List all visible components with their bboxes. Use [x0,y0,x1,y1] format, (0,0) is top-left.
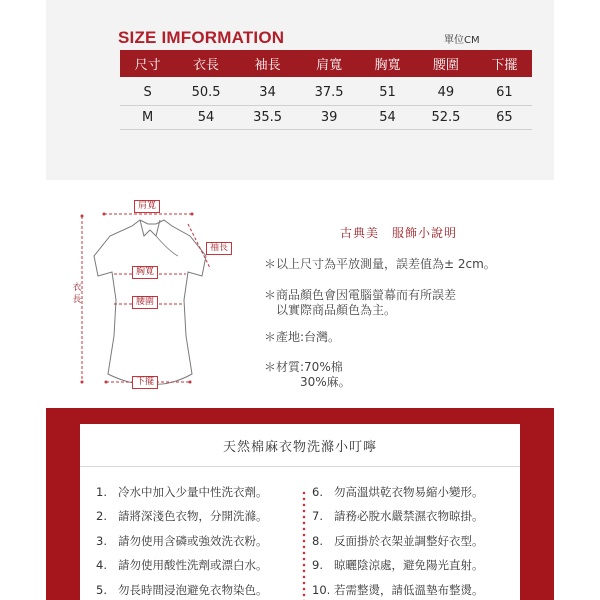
list-text: 晾曬陰涼處，避免陽光直射。 [334,558,484,573]
note-item [264,330,340,345]
table-row [120,105,532,129]
care-list-left [96,484,268,600]
table-cell: 34 [237,77,299,105]
list-text: 勿高溫烘乾衣物易縮小變形。 [334,485,484,499]
list-number: 3. [96,533,107,548]
size-table-header-row [120,50,532,77]
list-text: 請務必脫水嚴禁濕衣物晾掛。 [334,509,484,524]
note-line: ＊材質:70%棉 [264,360,343,374]
table-cell: 54 [360,105,415,129]
label-length: 衣長 [72,283,82,305]
note-line: 以實際商品顏色為主。 [264,303,397,317]
header-length: 衣長 [175,50,237,77]
header-shoulder: 肩寬 [298,50,360,77]
list-text: 勿長時間浸泡避免衣物染色。 [118,582,268,597]
list-number: 10. [312,582,331,597]
list-number: 6. [312,485,323,499]
note-line: ＊產地:台灣。 [264,330,341,344]
label-waist: 腰圍 [132,296,158,309]
list-number: 1. [96,485,107,499]
list-item [96,484,268,508]
header-size: 尺寸 [120,50,175,77]
list-number: 2. [96,509,107,524]
label-sleeve: 袖長 [206,242,232,255]
size-table [120,50,532,130]
note-line: ＊以上尺寸為平放測量，誤差值為± 2cm。 [264,257,496,271]
list-item [312,508,484,532]
list-text: 冷水中加入少量中性洗衣劑。 [118,485,268,499]
list-number: 4. [96,558,107,573]
list-item [96,533,268,557]
garment-outline [70,196,260,396]
list-item [312,533,484,557]
table-cell: 49 [415,77,477,105]
note-line: ＊商品顏色會因電腦螢幕而有所誤差 [264,288,457,302]
size-unit-label: 單位CM [444,35,480,46]
garment-diagram [70,196,260,396]
table-cell: 54 [175,105,237,129]
table-cell: 61 [477,77,532,105]
list-item [96,508,268,532]
list-text: 若需整燙，請低溫墊布整燙。 [334,582,484,597]
label-hem: 下擺 [132,376,158,389]
table-cell: 35.5 [237,105,299,129]
table-cell: 37.5 [298,77,360,105]
table-cell: 52.5 [415,105,477,129]
list-number: 9. [312,558,323,573]
care-divider [80,466,520,467]
table-cell: 51 [360,77,415,105]
header-sleeve: 袖長 [237,50,299,77]
label-shoulder: 肩寬 [134,200,160,213]
table-cell: 50.5 [175,77,237,105]
table-cell: 65 [477,105,532,129]
table-row [120,77,532,105]
list-item [312,484,484,508]
header-waist: 腰圍 [415,50,477,77]
care-dotted-divider [302,490,306,600]
care-list-right [312,484,484,600]
care-title: 天然棉麻衣物洗滌小叮嚀 [222,440,377,455]
label-chest: 胸寬 [132,266,158,279]
header-hem: 下擺 [477,50,532,77]
size-info-panel [46,0,554,180]
care-box [80,424,520,600]
list-item [312,557,484,581]
list-text: 請勿使用酸性洗劑或漂白水。 [118,558,268,573]
list-number: 7. [312,509,323,524]
note-line: 30%麻。 [264,375,351,389]
list-item [96,557,268,581]
table-cell: S [120,77,175,105]
list-text: 請勿使用含磷或強效洗衣粉。 [118,533,268,548]
list-number: 5. [96,582,107,597]
list-text: 請將深淺色衣物，分開洗滌。 [118,509,268,524]
list-text: 反面掛於衣架並調整好衣型。 [334,533,484,548]
notes-title: 古典美 服飾小說明 [340,226,458,240]
list-item [96,582,268,600]
list-number: 8. [312,533,323,548]
size-info-title: SIZE IMFORMATION [118,28,285,47]
table-cell: M [120,105,175,129]
header-chest: 胸寬 [360,50,415,77]
note-item [264,288,456,318]
care-panel [46,408,554,600]
note-item [264,257,496,272]
table-cell: 39 [298,105,360,129]
note-item [264,360,351,390]
list-item [312,582,484,600]
